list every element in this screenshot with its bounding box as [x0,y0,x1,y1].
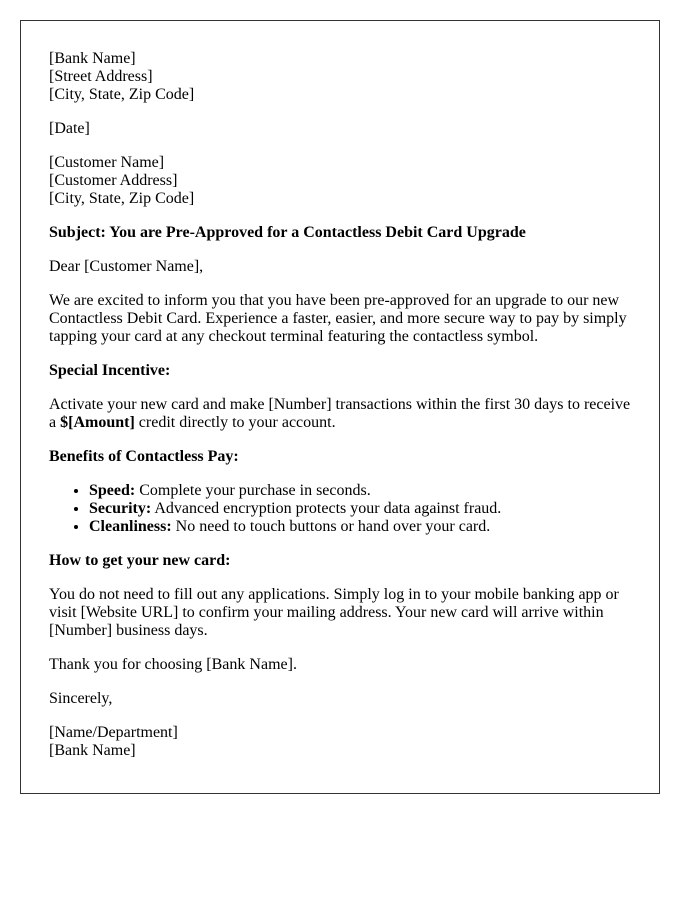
recipient-address-line: [Customer Address] [49,172,178,189]
subject-line: Subject: You are Pre-Approved for a Contactless Debit Card Upgrade [49,224,526,241]
incentive-paragraph [49,396,631,432]
benefits-list [49,482,631,536]
benefit-label: Speed: [89,482,136,499]
letter-page [20,20,660,794]
signature-block [49,724,631,760]
incentive-heading: Special Incentive: [49,362,171,379]
benefit-item-speed [89,482,631,500]
benefit-text: Complete your purchase in seconds. [135,482,371,499]
incentive-text-after: credit directly to your account. [134,414,336,431]
benefits-heading: Benefits of Contactless Pay: [49,448,239,465]
sender-address [49,50,631,104]
thanks-line: Thank you for choosing [Bank Name]. [49,656,297,673]
signature-name-department: [Name/Department] [49,724,178,741]
how-to-heading: How to get your new card: [49,552,231,569]
salutation: Dear [Customer Name], [49,258,204,275]
recipient-name: [Customer Name] [49,154,165,171]
letter-date: [Date] [49,120,90,137]
benefit-text: No need to touch buttons or hand over your card. [171,518,491,535]
sender-bank-name: [Bank Name] [49,50,136,67]
signature-bank-name: [Bank Name] [49,742,136,759]
benefit-label: Security: [89,500,152,517]
sender-street-address: [Street Address] [49,68,153,85]
benefit-item-cleanliness [89,518,631,536]
sender-city-state-zip: [City, State, Zip Code] [49,86,195,103]
incentive-text-before: Activate your new card and make [Number] transactions within the first 30 days to receive a [49,396,631,431]
recipient-city-state-zip: [City, State, Zip Code] [49,190,195,207]
intro-paragraph: We are excited to inform you that you have been pre-approved for an upgrade to our new Contactless Debit Card. Experience a faster, easier, and more secure way to pay by simply tapping your card at any checkout terminal featuring the contactless symbol. [49,292,627,345]
recipient-address [49,154,631,208]
benefit-label: Cleanliness: [89,518,172,535]
benefit-item-security [89,500,631,518]
benefit-text: Advanced encryption protects your data against fraud. [151,500,502,517]
incentive-amount: $[Amount] [60,414,135,431]
closing: Sincerely, [49,690,113,707]
how-to-paragraph: You do not need to fill out any applications. Simply log in to your mobile banking app or visit [Website URL] to confirm your mailing address. Your new card will arrive within [Number] business days. [49,586,619,639]
